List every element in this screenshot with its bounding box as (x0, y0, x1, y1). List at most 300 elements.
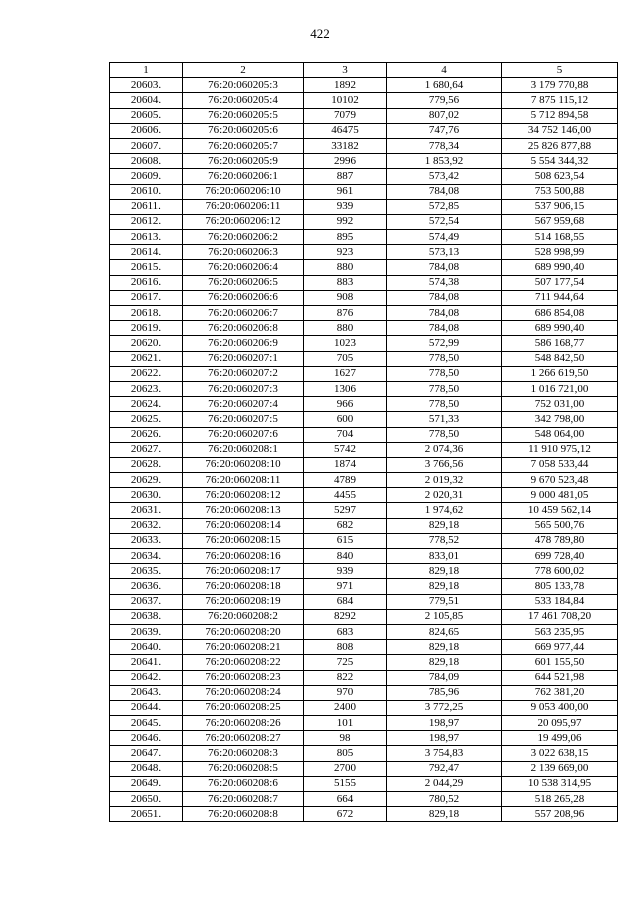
area-cell: 704 (304, 427, 387, 442)
unit-value-cell: 2 105,85 (387, 609, 502, 624)
area-cell: 961 (304, 184, 387, 199)
row-number-cell: 20617. (110, 290, 183, 305)
table-row (110, 533, 618, 548)
cadastral-number-cell: 76:20:060207:3 (183, 381, 304, 396)
cadastral-value-cell: 17 461 708,20 (502, 609, 618, 624)
area-cell: 98 (304, 731, 387, 746)
cadastral-number-cell: 76:20:060205:4 (183, 93, 304, 108)
row-number-cell: 20627. (110, 442, 183, 457)
row-number-cell: 20608. (110, 154, 183, 169)
cadastral-number-cell: 76:20:060205:6 (183, 123, 304, 138)
cadastral-value-cell: 1 266 619,50 (502, 366, 618, 381)
table-row (110, 549, 618, 564)
page-number: 422 (310, 26, 330, 41)
table-row (110, 776, 618, 791)
row-number-cell: 20635. (110, 564, 183, 579)
cadastral-value-cell: 805 133,78 (502, 579, 618, 594)
cadastral-value-cell: 508 623,54 (502, 169, 618, 184)
table-row (110, 807, 618, 822)
table-row (110, 321, 618, 336)
cadastral-value-cell: 711 944,64 (502, 290, 618, 305)
unit-value-cell: 778,50 (387, 351, 502, 366)
cadastral-number-cell: 76:20:060208:19 (183, 594, 304, 609)
table-row (110, 503, 618, 518)
row-number-cell: 20614. (110, 245, 183, 260)
cadastral-value-cell: 20 095,97 (502, 716, 618, 731)
row-number-cell: 20646. (110, 731, 183, 746)
cadastral-value-cell: 778 600,02 (502, 564, 618, 579)
unit-value-cell: 572,85 (387, 199, 502, 214)
unit-value-cell: 3 754,83 (387, 746, 502, 761)
cadastral-value-cell: 10 459 562,14 (502, 503, 618, 518)
row-number-cell: 20623. (110, 381, 183, 396)
area-cell: 939 (304, 199, 387, 214)
area-cell: 684 (304, 594, 387, 609)
cadastral-value-table (109, 62, 618, 822)
row-number-cell: 20604. (110, 93, 183, 108)
unit-value-cell: 571,33 (387, 412, 502, 427)
table-row (110, 306, 618, 321)
row-number-cell: 20618. (110, 306, 183, 321)
unit-value-cell: 784,08 (387, 306, 502, 321)
cadastral-number-cell: 76:20:060208:7 (183, 792, 304, 807)
table-row (110, 78, 618, 93)
unit-value-cell: 829,18 (387, 564, 502, 579)
row-number-cell: 20611. (110, 199, 183, 214)
table-row (110, 123, 618, 138)
row-number-cell: 20643. (110, 685, 183, 700)
cadastral-number-cell: 76:20:060205:7 (183, 138, 304, 153)
area-cell: 2996 (304, 154, 387, 169)
unit-value-cell: 829,18 (387, 518, 502, 533)
area-cell: 4789 (304, 473, 387, 488)
row-number-cell: 20626. (110, 427, 183, 442)
row-number-cell: 20642. (110, 670, 183, 685)
cadastral-number-cell: 76:20:060206:12 (183, 214, 304, 229)
cadastral-value-cell: 548 842,50 (502, 351, 618, 366)
cadastral-number-cell: 76:20:060208:18 (183, 579, 304, 594)
area-cell: 1306 (304, 381, 387, 396)
table-row (110, 397, 618, 412)
area-cell: 971 (304, 579, 387, 594)
table-row (110, 366, 618, 381)
cadastral-value-cell: 699 728,40 (502, 549, 618, 564)
cadastral-number-cell: 76:20:060207:1 (183, 351, 304, 366)
area-cell: 705 (304, 351, 387, 366)
cadastral-value-cell: 586 168,77 (502, 336, 618, 351)
area-cell: 5297 (304, 503, 387, 518)
cadastral-value-cell: 669 977,44 (502, 640, 618, 655)
area-cell: 683 (304, 624, 387, 639)
area-cell: 895 (304, 230, 387, 245)
cadastral-number-cell: 76:20:060206:6 (183, 290, 304, 305)
area-cell: 33182 (304, 138, 387, 153)
unit-value-cell: 784,08 (387, 290, 502, 305)
row-number-cell: 20641. (110, 655, 183, 670)
cadastral-value-cell: 752 031,00 (502, 397, 618, 412)
cadastral-number-cell: 76:20:060208:6 (183, 776, 304, 791)
row-number-cell: 20616. (110, 275, 183, 290)
area-cell: 876 (304, 306, 387, 321)
row-number-cell: 20636. (110, 579, 183, 594)
cadastral-value-cell: 10 538 314,95 (502, 776, 618, 791)
cadastral-number-cell: 76:20:060206:5 (183, 275, 304, 290)
cadastral-value-cell: 9 000 481,05 (502, 488, 618, 503)
cadastral-value-cell: 25 826 877,88 (502, 138, 618, 153)
table-row (110, 473, 618, 488)
cadastral-number-cell: 76:20:060208:2 (183, 609, 304, 624)
table-row (110, 700, 618, 715)
cadastral-value-cell: 557 208,96 (502, 807, 618, 822)
area-cell: 887 (304, 169, 387, 184)
cadastral-number-cell: 76:20:060205:9 (183, 154, 304, 169)
table-row (110, 731, 618, 746)
table-row (110, 564, 618, 579)
unit-value-cell: 573,13 (387, 245, 502, 260)
unit-value-cell: 778,50 (387, 427, 502, 442)
table-row (110, 214, 618, 229)
cadastral-number-cell: 76:20:060208:17 (183, 564, 304, 579)
cadastral-value-cell: 563 235,95 (502, 624, 618, 639)
row-number-cell: 20631. (110, 503, 183, 518)
table-row (110, 685, 618, 700)
table-row (110, 138, 618, 153)
row-number-cell: 20605. (110, 108, 183, 123)
cadastral-value-cell: 753 500,88 (502, 184, 618, 199)
cadastral-value-cell: 2 139 669,00 (502, 761, 618, 776)
row-number-cell: 20620. (110, 336, 183, 351)
cadastral-value-cell: 11 910 975,12 (502, 442, 618, 457)
unit-value-cell: 829,18 (387, 579, 502, 594)
row-number-cell: 20651. (110, 807, 183, 822)
area-cell: 725 (304, 655, 387, 670)
unit-value-cell: 1 853,92 (387, 154, 502, 169)
table-row (110, 260, 618, 275)
area-cell: 672 (304, 807, 387, 822)
area-cell: 600 (304, 412, 387, 427)
cadastral-number-cell: 76:20:060207:2 (183, 366, 304, 381)
unit-value-cell: 785,96 (387, 685, 502, 700)
area-cell: 2700 (304, 761, 387, 776)
cadastral-number-cell: 76:20:060208:12 (183, 488, 304, 503)
cadastral-value-cell: 686 854,08 (502, 306, 618, 321)
cadastral-number-cell: 76:20:060208:3 (183, 746, 304, 761)
cadastral-value-cell: 565 500,76 (502, 518, 618, 533)
area-cell: 664 (304, 792, 387, 807)
table-row (110, 199, 618, 214)
unit-value-cell: 2 044,29 (387, 776, 502, 791)
area-cell: 615 (304, 533, 387, 548)
unit-value-cell: 1 680,64 (387, 78, 502, 93)
area-cell: 908 (304, 290, 387, 305)
table-row (110, 457, 618, 472)
column-header-3: 3 (304, 63, 387, 78)
row-number-cell: 20632. (110, 518, 183, 533)
table-row (110, 108, 618, 123)
area-cell: 966 (304, 397, 387, 412)
cadastral-number-cell: 76:20:060208:16 (183, 549, 304, 564)
cadastral-value-cell: 3 179 770,88 (502, 78, 618, 93)
table-row (110, 488, 618, 503)
row-number-cell: 20639. (110, 624, 183, 639)
cadastral-number-cell: 76:20:060208:5 (183, 761, 304, 776)
cadastral-value-cell: 528 998,99 (502, 245, 618, 260)
table-row (110, 184, 618, 199)
area-cell: 1874 (304, 457, 387, 472)
area-cell: 939 (304, 564, 387, 579)
row-number-cell: 20640. (110, 640, 183, 655)
unit-value-cell: 198,97 (387, 716, 502, 731)
table-row (110, 518, 618, 533)
cadastral-number-cell: 76:20:060208:24 (183, 685, 304, 700)
area-cell: 1023 (304, 336, 387, 351)
unit-value-cell: 780,52 (387, 792, 502, 807)
cadastral-number-cell: 76:20:060206:10 (183, 184, 304, 199)
unit-value-cell: 572,54 (387, 214, 502, 229)
unit-value-cell: 829,18 (387, 655, 502, 670)
column-header-1: 1 (110, 63, 183, 78)
unit-value-cell: 784,08 (387, 184, 502, 199)
row-number-cell: 20619. (110, 321, 183, 336)
cadastral-value-cell: 19 499,06 (502, 731, 618, 746)
area-cell: 880 (304, 260, 387, 275)
area-cell: 46475 (304, 123, 387, 138)
cadastral-number-cell: 76:20:060208:25 (183, 700, 304, 715)
cadastral-value-cell: 5 554 344,32 (502, 154, 618, 169)
area-cell: 5742 (304, 442, 387, 457)
table-row (110, 427, 618, 442)
row-number-cell: 20647. (110, 746, 183, 761)
row-number-cell: 20621. (110, 351, 183, 366)
unit-value-cell: 778,52 (387, 533, 502, 548)
table-row (110, 442, 618, 457)
unit-value-cell: 3 766,56 (387, 457, 502, 472)
area-cell: 4455 (304, 488, 387, 503)
table-row (110, 381, 618, 396)
row-number-cell: 20622. (110, 366, 183, 381)
cadastral-value-cell: 34 752 146,00 (502, 123, 618, 138)
table-row (110, 169, 618, 184)
table-row (110, 579, 618, 594)
area-cell: 5155 (304, 776, 387, 791)
area-cell: 805 (304, 746, 387, 761)
row-number-cell: 20637. (110, 594, 183, 609)
table-row (110, 670, 618, 685)
table-row (110, 245, 618, 260)
row-number-cell: 20606. (110, 123, 183, 138)
cadastral-number-cell: 76:20:060205:5 (183, 108, 304, 123)
row-number-cell: 20624. (110, 397, 183, 412)
unit-value-cell: 778,50 (387, 397, 502, 412)
unit-value-cell: 779,51 (387, 594, 502, 609)
area-cell: 1627 (304, 366, 387, 381)
table-row (110, 336, 618, 351)
area-cell: 992 (304, 214, 387, 229)
table-row (110, 624, 618, 639)
row-number-cell: 20609. (110, 169, 183, 184)
cadastral-number-cell: 76:20:060206:4 (183, 260, 304, 275)
area-cell: 8292 (304, 609, 387, 624)
cadastral-value-cell: 5 712 894,58 (502, 108, 618, 123)
cadastral-number-cell: 76:20:060208:21 (183, 640, 304, 655)
cadastral-number-cell: 76:20:060208:14 (183, 518, 304, 533)
unit-value-cell: 784,09 (387, 670, 502, 685)
cadastral-number-cell: 76:20:060208:11 (183, 473, 304, 488)
cadastral-number-cell: 76:20:060208:15 (183, 533, 304, 548)
row-number-cell: 20645. (110, 716, 183, 731)
cadastral-number-cell: 76:20:060208:10 (183, 457, 304, 472)
unit-value-cell: 778,50 (387, 381, 502, 396)
row-number-cell: 20625. (110, 412, 183, 427)
cadastral-number-cell: 76:20:060206:11 (183, 199, 304, 214)
unit-value-cell: 778,50 (387, 366, 502, 381)
unit-value-cell: 747,76 (387, 123, 502, 138)
table-row (110, 655, 618, 670)
cadastral-number-cell: 76:20:060208:8 (183, 807, 304, 822)
table-row (110, 746, 618, 761)
cadastral-number-cell: 76:20:060208:22 (183, 655, 304, 670)
cadastral-value-cell: 689 990,40 (502, 260, 618, 275)
area-cell: 2400 (304, 700, 387, 715)
table-row (110, 761, 618, 776)
row-number-cell: 20613. (110, 230, 183, 245)
cadastral-number-cell: 76:20:060205:3 (183, 78, 304, 93)
table-row (110, 716, 618, 731)
cadastral-value-cell: 3 022 638,15 (502, 746, 618, 761)
row-number-cell: 20649. (110, 776, 183, 791)
unit-value-cell: 784,08 (387, 321, 502, 336)
table-row (110, 154, 618, 169)
cadastral-number-cell: 76:20:060206:7 (183, 306, 304, 321)
unit-value-cell: 1 974,62 (387, 503, 502, 518)
table-row (110, 609, 618, 624)
row-number-cell: 20633. (110, 533, 183, 548)
cadastral-number-cell: 76:20:060207:4 (183, 397, 304, 412)
cadastral-value-cell: 1 016 721,00 (502, 381, 618, 396)
cadastral-value-cell: 548 064,00 (502, 427, 618, 442)
area-cell: 970 (304, 685, 387, 700)
unit-value-cell: 2 020,31 (387, 488, 502, 503)
cadastral-value-cell: 762 381,20 (502, 685, 618, 700)
row-number-cell: 20610. (110, 184, 183, 199)
table-row (110, 275, 618, 290)
cadastral-value-cell: 644 521,98 (502, 670, 618, 685)
row-number-cell: 20650. (110, 792, 183, 807)
area-cell: 880 (304, 321, 387, 336)
cadastral-number-cell: 76:20:060206:8 (183, 321, 304, 336)
cadastral-number-cell: 76:20:060208:13 (183, 503, 304, 518)
unit-value-cell: 574,38 (387, 275, 502, 290)
unit-value-cell: 573,42 (387, 169, 502, 184)
column-header-2: 2 (183, 63, 304, 78)
row-number-cell: 20638. (110, 609, 183, 624)
area-cell: 883 (304, 275, 387, 290)
unit-value-cell: 784,08 (387, 260, 502, 275)
table-row (110, 351, 618, 366)
row-number-cell: 20612. (110, 214, 183, 229)
table-header-row (110, 63, 618, 78)
cadastral-value-cell: 507 177,54 (502, 275, 618, 290)
area-cell: 1892 (304, 78, 387, 93)
area-cell: 822 (304, 670, 387, 685)
column-header-5: 5 (502, 63, 618, 78)
table-row (110, 792, 618, 807)
area-cell: 682 (304, 518, 387, 533)
cadastral-value-cell: 533 184,84 (502, 594, 618, 609)
cadastral-number-cell: 76:20:060207:6 (183, 427, 304, 442)
cadastral-value-cell: 537 906,15 (502, 199, 618, 214)
unit-value-cell: 807,02 (387, 108, 502, 123)
unit-value-cell: 833,01 (387, 549, 502, 564)
unit-value-cell: 572,99 (387, 336, 502, 351)
unit-value-cell: 778,34 (387, 138, 502, 153)
row-number-cell: 20648. (110, 761, 183, 776)
row-number-cell: 20630. (110, 488, 183, 503)
unit-value-cell: 829,18 (387, 807, 502, 822)
column-header-4: 4 (387, 63, 502, 78)
area-cell: 808 (304, 640, 387, 655)
cadastral-number-cell: 76:20:060207:5 (183, 412, 304, 427)
row-number-cell: 20615. (110, 260, 183, 275)
cadastral-value-cell: 518 265,28 (502, 792, 618, 807)
table-row (110, 230, 618, 245)
table-row (110, 640, 618, 655)
cadastral-value-cell: 601 155,50 (502, 655, 618, 670)
cadastral-value-cell: 514 168,55 (502, 230, 618, 245)
unit-value-cell: 574,49 (387, 230, 502, 245)
unit-value-cell: 792,47 (387, 761, 502, 776)
cadastral-value-cell: 567 959,68 (502, 214, 618, 229)
unit-value-cell: 2 019,32 (387, 473, 502, 488)
unit-value-cell: 824,65 (387, 624, 502, 639)
cadastral-value-cell: 9 670 523,48 (502, 473, 618, 488)
row-number-cell: 20634. (110, 549, 183, 564)
cadastral-number-cell: 76:20:060206:1 (183, 169, 304, 184)
cadastral-number-cell: 76:20:060208:1 (183, 442, 304, 457)
cadastral-number-cell: 76:20:060206:3 (183, 245, 304, 260)
cadastral-value-cell: 342 798,00 (502, 412, 618, 427)
row-number-cell: 20629. (110, 473, 183, 488)
cadastral-value-cell: 7 875 115,12 (502, 93, 618, 108)
unit-value-cell: 829,18 (387, 640, 502, 655)
area-cell: 7079 (304, 108, 387, 123)
cadastral-value-cell: 689 990,40 (502, 321, 618, 336)
cadastral-value-cell: 478 789,80 (502, 533, 618, 548)
row-number-cell: 20628. (110, 457, 183, 472)
cadastral-number-cell: 76:20:060208:20 (183, 624, 304, 639)
cadastral-number-cell: 76:20:060208:27 (183, 731, 304, 746)
table-row (110, 290, 618, 305)
cadastral-value-cell: 7 058 533,44 (502, 457, 618, 472)
unit-value-cell: 3 772,25 (387, 700, 502, 715)
area-cell: 10102 (304, 93, 387, 108)
area-cell: 101 (304, 716, 387, 731)
area-cell: 923 (304, 245, 387, 260)
table-row (110, 594, 618, 609)
unit-value-cell: 2 074,36 (387, 442, 502, 457)
cadastral-number-cell: 76:20:060206:2 (183, 230, 304, 245)
row-number-cell: 20644. (110, 700, 183, 715)
table-row (110, 412, 618, 427)
cadastral-number-cell: 76:20:060208:23 (183, 670, 304, 685)
area-cell: 840 (304, 549, 387, 564)
row-number-cell: 20603. (110, 78, 183, 93)
unit-value-cell: 779,56 (387, 93, 502, 108)
cadastral-number-cell: 76:20:060206:9 (183, 336, 304, 351)
cadastral-value-cell: 9 053 400,00 (502, 700, 618, 715)
table-body (110, 78, 618, 822)
cadastral-number-cell: 76:20:060208:26 (183, 716, 304, 731)
